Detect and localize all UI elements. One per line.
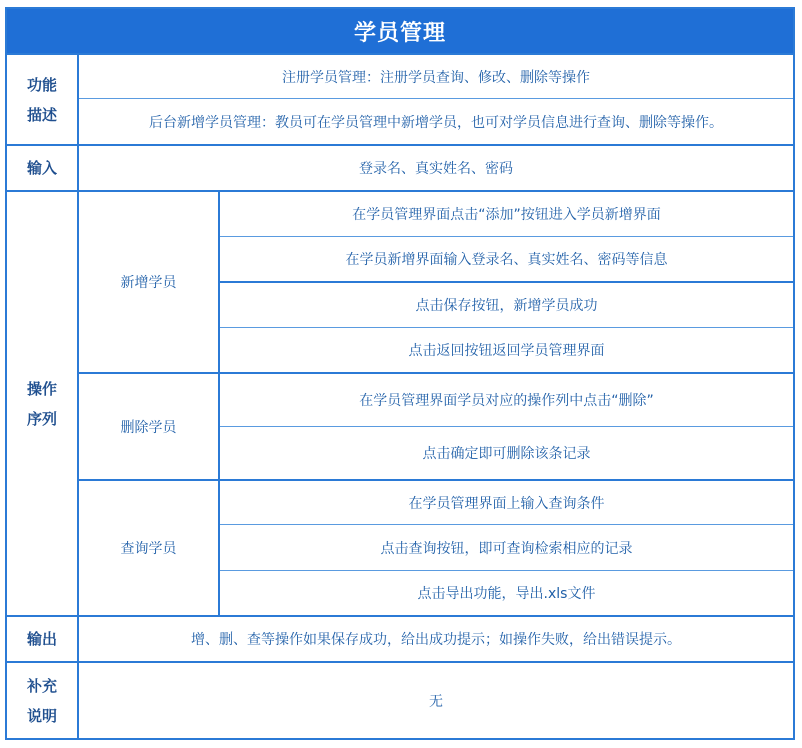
notes-label-line2: 说明: [26, 706, 57, 725]
output-label: 输出: [26, 630, 57, 648]
input-label: 输入: [26, 159, 57, 177]
function-label-line2: 描述: [26, 105, 57, 124]
function-row: 后台新增学员管理：教员可在学员管理中新增学员，也可对学员信息进行查询、删除等操作。: [149, 114, 723, 131]
step-row: 在学员管理界面上输入查询条件: [408, 495, 605, 512]
group-name-delete: 删除学员: [120, 419, 177, 436]
notes-label: [7, 663, 77, 738]
function-label-line1: 功能: [26, 75, 57, 94]
step-row: 在学员新增界面输入登录名、真实姓名、密码等信息: [345, 252, 668, 268]
group-name-add: 新增学员: [120, 275, 177, 291]
input-value: 登录名、真实姓名、密码: [359, 161, 513, 177]
step-row: 点击查询按钮，即可查询检索相应的记录: [380, 540, 633, 557]
sequence-label-line2: 序列: [26, 409, 57, 428]
step-row: 在学员管理界面学员对应的操作列中点击“删除”: [359, 393, 654, 409]
step-row: 点击返回按钮返回学员管理界面: [408, 343, 605, 359]
step-row: 在学员管理界面点击“添加”按钮进入学员新增界面: [352, 207, 661, 223]
module-table: [5, 7, 795, 740]
group-name-query: 查询学员: [120, 541, 177, 557]
sequence-label: [7, 192, 77, 615]
function-label: [7, 55, 77, 144]
step-row: 点击导出功能，导出.xls文件: [417, 586, 596, 602]
table-title: 学员管理: [7, 9, 793, 53]
step-row: 点击保存按钮，新增学员成功: [415, 298, 598, 314]
output-value: 增、删、查等操作如果保存成功，给出成功提示；如操作失败，给出错误提示。: [191, 632, 681, 648]
sequence-label-line1: 操作: [26, 379, 57, 398]
notes-value: 无: [429, 693, 443, 710]
step-row: 点击确定即可删除该条记录: [422, 446, 591, 462]
function-row: 注册学员管理：注册学员查询、修改、删除等操作: [282, 69, 590, 86]
notes-label-line1: 补充: [26, 676, 57, 695]
